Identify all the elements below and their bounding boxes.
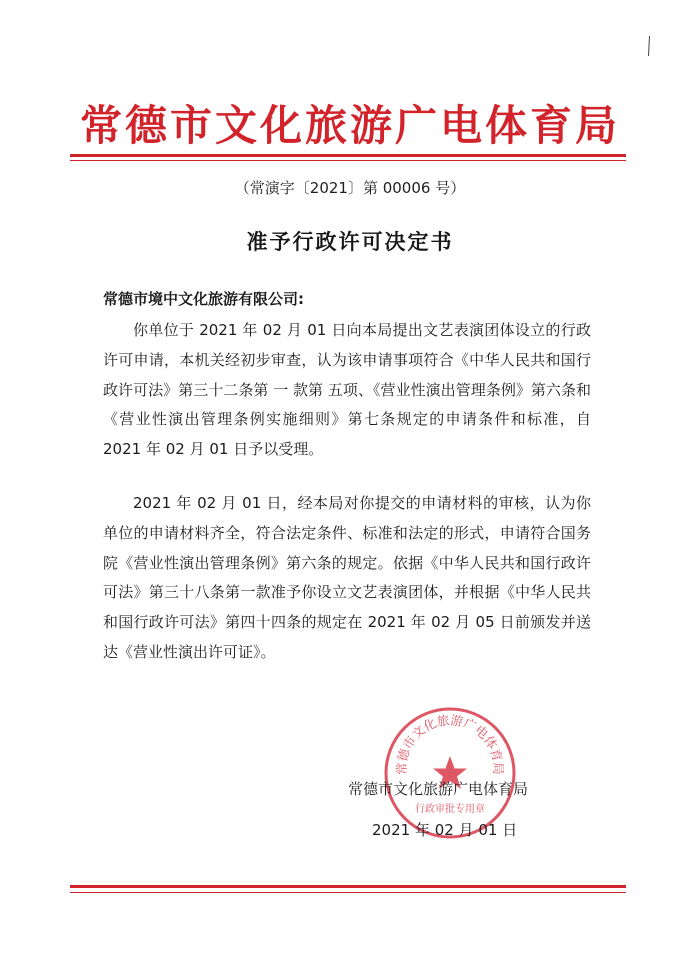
footer-rule-top	[70, 885, 626, 888]
seal-bottom-text: 行政审批专用章	[415, 804, 485, 815]
signature-org: 常德市文化旅游广电体育局	[348, 780, 529, 798]
body-paragraph-1: 你单位于 2021 年 02 月 01 日向本局提出文艺表演团体设立的行政许可申请，本机关经初步审查，认为该申请事项符合《中华人民共和国行政许可法》第三十二条第 一 款第 五项、《营业性演出管理条例》第六条和《营业性演出管理条例实施细则》第七条规定的申请条件和标准，自 2021 年 02 月 01 日予以受理。	[103, 321, 591, 459]
letterhead-rule-top	[70, 154, 626, 157]
letterhead-rule-top-thin	[70, 160, 626, 161]
body-paragraph-2: 2021 年 02 月 01 日，经本局对你提交的申请材料的审核，认为你单位的申请材料齐全，符合法定条件、标准和法定的形式，申请符合国务院《营业性演出管理条例》第六条的规定。依据《中华人民共和国行政许可法》第三十八条第一款准予你设立文艺表演团体，并根据《中华人民共和国行政许可法》第四十四条的规定在 2021 年 02 月 05 日前颁发并送达《营业性演出许可证》。	[103, 494, 591, 661]
document-number: （常演字〔2021〕第 00006 号）	[234, 179, 466, 197]
signature-date: 2021 年 02 月 01 日	[372, 821, 518, 839]
seal-arc-text: 常德市文化旅游广电体育局	[393, 712, 507, 775]
document-title: 准予行政许可决定书	[246, 230, 454, 254]
scan-mark	[647, 36, 651, 56]
letterhead-title: 常德市文化旅游广电体育局	[79, 101, 620, 150]
footer-rule-bottom	[70, 892, 626, 893]
addressee: 常德市境中文化旅游有限公司:	[103, 290, 304, 308]
